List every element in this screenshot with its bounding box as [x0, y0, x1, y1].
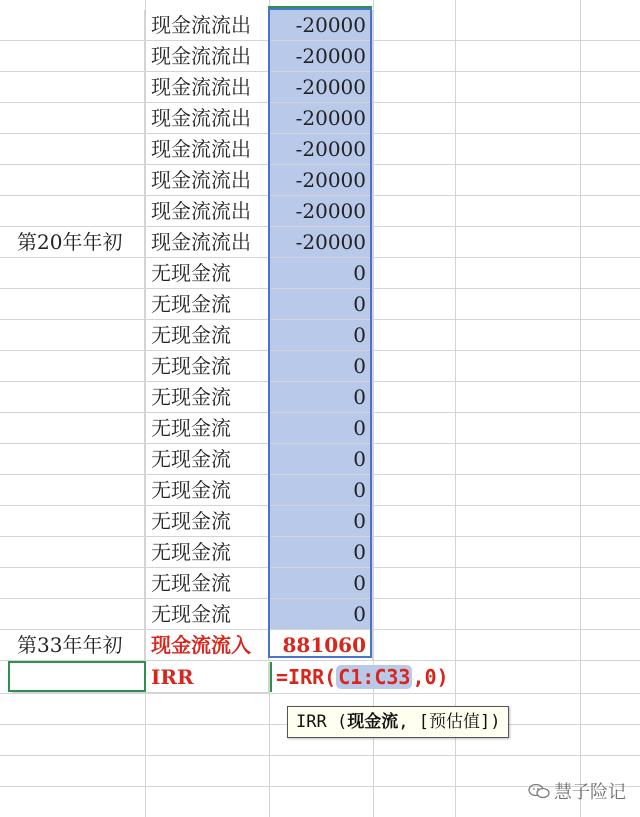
row-divider [373, 40, 640, 41]
cell-a-label[interactable] [12, 413, 145, 444]
cell-a-label[interactable] [12, 41, 145, 72]
row-divider [0, 505, 12, 506]
cell-a-label[interactable] [12, 599, 145, 630]
row-divider [0, 288, 12, 289]
cell-c-amount[interactable]: -20000 [269, 103, 373, 134]
cell-c-amount[interactable]: 0 [269, 289, 373, 320]
row-divider [0, 195, 12, 196]
cell-b-cashflow-type[interactable]: 无现金流 [145, 382, 269, 413]
row-divider [373, 536, 640, 537]
cell-c-amount[interactable]: 881060 [269, 630, 373, 661]
cell-a-label[interactable] [12, 320, 145, 351]
row-divider [373, 505, 640, 506]
row-divider [373, 598, 640, 599]
cell-c-amount[interactable]: -20000 [269, 165, 373, 196]
cell-a-irr-row[interactable] [12, 662, 145, 693]
cell-a-label[interactable]: 第20年年初 [12, 227, 145, 258]
cell-c-amount[interactable]: 0 [269, 413, 373, 444]
cell-a-label[interactable] [12, 10, 145, 41]
irr-label-cell[interactable]: IRR [145, 662, 269, 693]
formula-editing-cell[interactable] [270, 662, 496, 692]
row-divider [373, 288, 640, 289]
cell-c-amount[interactable]: 0 [269, 320, 373, 351]
cell-c-amount[interactable]: -20000 [269, 227, 373, 258]
cell-b-cashflow-type[interactable]: 无现金流 [145, 413, 269, 444]
column-divider [580, 0, 581, 817]
cell-b-cashflow-type[interactable]: 无现金流 [145, 475, 269, 506]
cell-b-cashflow-type[interactable]: 现金流流出 [145, 72, 269, 103]
cell-a-label[interactable] [12, 103, 145, 134]
row-divider [0, 350, 12, 351]
cell-c-amount[interactable]: -20000 [269, 10, 373, 41]
cell-b-cashflow-type[interactable]: 现金流流出 [145, 41, 269, 72]
row-divider [373, 164, 640, 165]
cell-c-amount[interactable]: 0 [269, 537, 373, 568]
cell-a-label[interactable] [12, 72, 145, 103]
cell-c-amount[interactable]: -20000 [269, 196, 373, 227]
cell-b-cashflow-type[interactable]: 现金流流出 [145, 196, 269, 227]
cell-c-amount[interactable]: 0 [269, 506, 373, 537]
row-divider [373, 71, 640, 72]
row-divider [373, 319, 640, 320]
row-divider [0, 755, 640, 756]
cell-a-label[interactable]: 第33年年初 [12, 630, 145, 661]
row-divider [0, 226, 12, 227]
cell-b-cashflow-type[interactable]: 无现金流 [145, 258, 269, 289]
row-divider [0, 71, 12, 72]
cell-c-amount[interactable]: -20000 [269, 72, 373, 103]
row-divider [373, 443, 640, 444]
cell-c-amount[interactable]: 0 [269, 444, 373, 475]
cell-c-amount[interactable]: 0 [269, 475, 373, 506]
row-divider [373, 474, 640, 475]
cell-b-cashflow-type[interactable]: 无现金流 [145, 351, 269, 382]
tooltip-open-paren: ( [336, 712, 348, 732]
row-divider [0, 133, 12, 134]
cell-a-label[interactable] [12, 351, 145, 382]
row-divider [373, 381, 640, 382]
row-divider [0, 164, 12, 165]
cell-b-cashflow-type[interactable]: 现金流流入 [145, 630, 269, 661]
wechat-icon [528, 783, 550, 799]
row-divider [0, 381, 12, 382]
tooltip-function-name[interactable]: IRR [296, 712, 327, 732]
row-divider [0, 412, 12, 413]
cell-b-cashflow-type[interactable]: 现金流流出 [145, 10, 269, 41]
cell-b-cashflow-type[interactable]: 现金流流出 [145, 165, 269, 196]
cell-b-cashflow-type[interactable]: 无现金流 [145, 537, 269, 568]
cell-c-amount[interactable]: 0 [269, 599, 373, 630]
cell-c-amount[interactable]: -20000 [269, 41, 373, 72]
cell-b-cashflow-type[interactable]: 无现金流 [145, 444, 269, 475]
row-divider [0, 319, 12, 320]
cell-b-cashflow-type[interactable]: 无现金流 [145, 289, 269, 320]
cell-c-amount[interactable]: 0 [269, 351, 373, 382]
row-divider [0, 598, 12, 599]
row-divider [373, 133, 640, 134]
cell-b-cashflow-type[interactable]: 无现金流 [145, 599, 269, 630]
cell-a-label[interactable] [12, 537, 145, 568]
row-divider [0, 102, 12, 103]
cell-b-cashflow-type[interactable]: 现金流流出 [145, 134, 269, 165]
cell-c-amount[interactable]: 0 [269, 568, 373, 599]
function-hint-tooltip [287, 706, 509, 738]
tooltip-separator: , [398, 712, 409, 732]
column-divider [455, 0, 456, 817]
column-header-indicator [268, 6, 372, 9]
cell-b-cashflow-type[interactable]: 无现金流 [145, 506, 269, 537]
tooltip-close-paren: ) [490, 712, 501, 732]
tooltip-arg-values[interactable]: 现金流 [347, 712, 399, 732]
cell-a-label[interactable] [12, 475, 145, 506]
cell-b-cashflow-type[interactable]: 现金流流出 [145, 227, 269, 258]
cell-b-cashflow-type[interactable]: 现金流流出 [145, 103, 269, 134]
cell-b-cashflow-type[interactable]: 无现金流 [145, 320, 269, 351]
row-divider [0, 693, 640, 694]
column-divider [373, 0, 374, 817]
row-divider [373, 567, 640, 568]
formula-range-reference[interactable]: C1:C33 [338, 665, 411, 689]
cell-c-amount[interactable]: -20000 [269, 134, 373, 165]
row-divider [0, 629, 12, 630]
formula-suffix: ,0) [412, 665, 449, 689]
row-divider [373, 350, 640, 351]
cell-a-label[interactable] [12, 258, 145, 289]
row-divider [373, 257, 640, 258]
row-divider [0, 40, 12, 41]
watermark-text: 慧子险记 [554, 782, 626, 803]
cell-a-label[interactable] [12, 134, 145, 165]
cell-c-amount[interactable]: 0 [269, 382, 373, 413]
cell-a-label[interactable] [12, 568, 145, 599]
row-divider [373, 195, 640, 196]
row-divider [0, 660, 12, 661]
row-divider [0, 443, 12, 444]
cell-a-label[interactable] [12, 165, 145, 196]
row-divider [0, 474, 12, 475]
formula-prefix: =IRR( [276, 665, 337, 689]
row-divider [373, 226, 640, 227]
tooltip-arg-guess[interactable]: [预估值] [418, 712, 491, 732]
cell-c-amount[interactable]: 0 [269, 258, 373, 289]
row-divider [373, 412, 640, 413]
cell-a-label[interactable] [12, 506, 145, 537]
row-divider [0, 257, 12, 258]
row-divider [373, 102, 640, 103]
row-divider [373, 629, 640, 630]
cell-a-label[interactable] [12, 289, 145, 320]
watermark [528, 776, 626, 806]
row-divider [373, 660, 640, 661]
cell-b-cashflow-type[interactable]: 无现金流 [145, 568, 269, 599]
cell-a-label[interactable] [12, 382, 145, 413]
row-divider [0, 536, 12, 537]
cell-a-label[interactable] [12, 196, 145, 227]
cell-a-label[interactable] [12, 444, 145, 475]
row-divider [0, 567, 12, 568]
